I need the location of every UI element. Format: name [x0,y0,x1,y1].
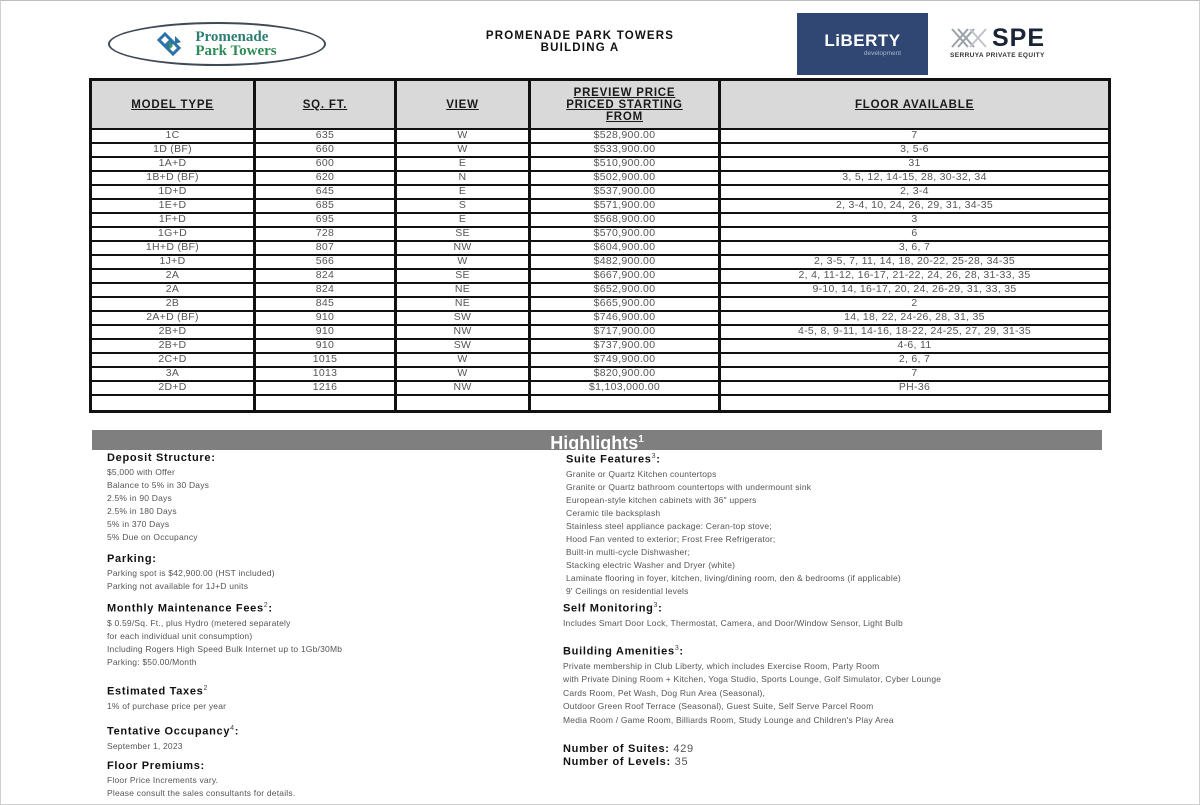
cell-model: 1F+D [91,213,255,227]
header-sq-ft: SQ. FT. [255,80,396,130]
cell-sqft: 660 [255,143,396,157]
table-row [91,339,1110,353]
occupancy-heading-text: Tentative Occupancy [107,725,231,738]
cell-model: 1D+D [91,185,255,199]
header-view: VIEW [396,80,530,130]
cell-sqft: 566 [255,255,396,269]
cell-model: 2A [91,283,255,297]
liberty-logo-text: LiBERTY [824,31,901,50]
header-price [530,80,720,130]
cell-floors: 7 [720,129,1110,143]
pricing-table [89,78,1111,413]
suite-features-heading-text: Suite Features [566,453,652,466]
parking-lines [107,567,275,593]
building-amenities-section [563,641,941,727]
cell-view: W [396,129,530,143]
number-of-suites [563,743,694,756]
cell-view: NE [396,297,530,311]
cell-model: 1B+D (BF) [91,171,255,185]
amenities-heading: Building Amenities$^3$: [563,645,684,658]
table-row [91,171,1110,185]
cell-price: $820,900.00 [530,367,720,381]
amenities-heading-text: Building Amenities [563,645,675,658]
table-row [91,241,1110,255]
cell-empty [530,395,720,412]
cell-sqft: 824 [255,269,396,283]
table-row-empty [91,395,1110,412]
cell-floors: 2, 3-4 [720,185,1110,199]
taxes-lines [107,700,226,713]
cell-price: $537,900.00 [530,185,720,199]
cell-sqft: 620 [255,171,396,185]
table-body [91,129,1110,412]
cell-floors: 7 [720,367,1110,381]
cell-view: W [396,255,530,269]
diamond-logo-icon [157,32,187,56]
maintenance-heading: Monthly Maintenance Fees$^2$: [107,602,273,615]
cell-floors: 3, 5-6 [720,143,1110,157]
cell-price: $510,900.00 [530,157,720,171]
list-line: Parking: $50.00/Month [107,656,197,667]
table-row [91,297,1110,311]
list-line: 1% of purchase price per year [107,700,227,711]
spe-logo [950,26,1090,66]
cell-floors: 2, 3-5, 7, 11, 14, 18, 20-22, 25-28, 34-35 [720,255,1110,269]
cell-floors: 6 [720,227,1110,241]
self-monitoring-heading: Self Monitoring$^3$: [563,602,663,615]
table-row [91,143,1110,157]
parking-heading: Parking: [107,553,157,565]
taxes-heading-text: Estimated Taxes [107,685,204,698]
maintenance-fees-section [107,598,342,669]
cell-model: 2D+D [91,381,255,395]
list-line: Floor Price Increments vary. [107,775,219,785]
cell-sqft: 845 [255,297,396,311]
cell-price: $482,900.00 [530,255,720,269]
cell-view: W [396,143,530,157]
liberty-logo-sub: development [863,50,902,57]
list-line: with Private Dining Room + Kitchen, Yoga Studio, Sports Lounge, Golf Simulator, Cyber Lounge [563,674,942,685]
title-line-1: PROMENADE PARK TOWERS [485,30,675,42]
cell-floors: 31 [720,157,1110,171]
levels-value: 35 [674,756,689,768]
cell-model: 1C [91,129,255,143]
cell-price: $749,900.00 [530,353,720,367]
logo-line-1: Promenade [195,29,269,45]
table-row [91,283,1110,297]
cell-model: 2B+D [91,339,255,353]
self-monitoring-section [563,598,903,630]
table-row [91,129,1110,143]
cell-price: $528,900.00 [530,129,720,143]
cell-price: $568,900.00 [530,213,720,227]
cell-view: W [396,367,530,381]
cell-model: 2B [91,297,255,311]
list-line: Cards Room, Pet Wash, Dog Run Area (Seasonal), [563,687,766,698]
cell-sqft: 1013 [255,367,396,381]
taxes-heading [107,681,226,700]
cell-empty [255,395,396,412]
cell-floors: 3, 5, 12, 14-15, 28, 30-32, 34 [720,171,1110,185]
list-line: Built-in multi-cycle Dishwasher; [566,546,691,557]
cell-sqft: 635 [255,129,396,143]
header-price-line-1: PREVIEW PRICE [573,86,676,99]
list-line: Granite or Quartz bathroom countertops with undermount sink [566,481,812,492]
page-title [430,30,730,54]
cell-floors: 3 [720,213,1110,227]
cell-view: SW [396,311,530,325]
list-line: 2.5% in 180 Days [107,506,177,516]
cell-floors: PH-36 [720,381,1110,395]
cell-price: $571,900.00 [530,199,720,213]
suite-features-footnote: 3 [651,453,657,460]
cell-sqft: 1216 [255,381,396,395]
maintenance-heading-text: Monthly Maintenance Fees [107,602,264,615]
cell-view: S [396,199,530,213]
cell-price: $665,900.00 [530,297,720,311]
list-line: Stainless steel appliance package: Ceran-top stove; [566,520,772,531]
occupancy-heading: Tentative Occupancy$^4$: [107,725,240,738]
building-totals [563,743,694,769]
logo-line-2: Park Towers [195,43,277,59]
list-line: Laminate flooring in foyer, kitchen, living/dining room, den & bedrooms (if applicable) [566,572,901,583]
list-line: Parking not available for 1J+D units [107,581,249,591]
highlights-banner [92,430,1102,453]
list-line: Parking spot is $42,900.00 (HST included) [107,568,275,578]
table-row [91,353,1110,367]
header-floor-available: FLOOR AVAILABLE [720,80,1110,130]
maintenance-footnote: 2 [263,602,269,609]
cell-price: $717,900.00 [530,325,720,339]
header-model-type: MODEL TYPE [91,80,255,130]
list-line: 2.5% in 90 Days [107,493,172,503]
list-line: Includes Smart Door Lock, Thermostat, Camera, and Door/Window Sensor, Light Bulb [563,617,903,628]
list-line: Outdoor Green Roof Terrace (Seasonal), Guest Suite, Self Serve Parcel Room [563,701,874,712]
self-monitoring-lines [563,617,903,630]
cell-model: 1J+D [91,255,255,269]
cell-sqft: 1015 [255,353,396,367]
deposit-structure-section [107,451,216,544]
spe-logo-text: SPE [992,24,1046,52]
cell-model: 1E+D [91,199,255,213]
cell-sqft: 695 [255,213,396,227]
table-row [91,157,1110,171]
list-line: $ 0.59/Sq. Ft., plus Hydro (metered separately [107,617,291,628]
list-line: Granite or Quartz Kitchen countertops [566,468,717,479]
cell-view: NE [396,283,530,297]
cell-view: E [396,185,530,199]
list-line: 9' Ceilings on residential levels [566,585,689,596]
cell-price: $667,900.00 [530,269,720,283]
cell-sqft: 645 [255,185,396,199]
list-line: 5% in 370 Days [107,519,170,529]
cell-floors: 2, 3-4, 10, 24, 26, 29, 31, 34-35 [720,199,1110,213]
cell-view: NW [396,241,530,255]
cell-price: $533,900.00 [530,143,720,157]
table-row [91,381,1110,395]
cell-sqft: 910 [255,339,396,353]
header-price-line-3: FROM [605,110,644,123]
deposit-lines [107,466,216,544]
highlights-footnote: 1 [638,434,644,445]
list-line: Hood Fan vented to exterior; Frost Free Refrigerator; [566,533,776,544]
cell-view: E [396,157,530,171]
tentative-occupancy-section [107,721,239,753]
cell-model: 1D (BF) [91,143,255,157]
maintenance-lines [107,617,342,669]
cell-model: 2A [91,269,255,283]
cell-view: SW [396,339,530,353]
cell-empty [396,395,530,412]
title-line-2: BUILDING A [540,42,620,54]
list-line: Media Room / Game Room, Billiards Room, Study Lounge and Children's Play Area [563,714,894,725]
table-row [91,367,1110,381]
table-row [91,325,1110,339]
cell-sqft: 824 [255,283,396,297]
cell-price: $1,103,000.00 [530,381,720,395]
cell-sqft: 807 [255,241,396,255]
cell-floors: 14, 18, 22, 24-26, 28, 31, 35 [720,311,1110,325]
spe-logo-sub: SERRUYA PRIVATE EQUITY [950,52,1045,59]
levels-label: Number of Levels: [563,756,671,768]
table-row [91,255,1110,269]
list-line: September 1, 2023 [107,740,183,751]
cell-price: $604,900.00 [530,241,720,255]
cell-empty [720,395,1110,412]
amenities-lines [563,660,941,728]
suite-features-section [566,449,901,598]
header-price-line-2: PRICED STARTING [566,98,683,111]
list-line: 5% Due on Occupancy [107,532,198,542]
cell-model: 2B+D [91,325,255,339]
table-row [91,185,1110,199]
highlights-title: Highlights [550,433,639,453]
cell-floors: 4-6, 11 [720,339,1110,353]
cell-sqft: 910 [255,311,396,325]
cell-floors: 4-5, 8, 9-11, 14-16, 18-22, 24-25, 27, 29, 31-35 [720,325,1110,339]
cell-view: E [396,213,530,227]
list-line: European-style kitchen cabinets with 36" uppers [566,494,757,505]
table-row [91,269,1110,283]
cell-view: N [396,171,530,185]
list-line: Private membership in Club Liberty, which includes Exercise Room, Party Room [563,660,880,671]
cell-view: W [396,353,530,367]
cell-floors: 9-10, 14, 16-17, 20, 24, 26-29, 31, 33, 35 [720,283,1110,297]
list-line: for each individual unit consumption) [107,630,253,641]
cell-price: $737,900.00 [530,339,720,353]
list-line: Stacking electric Washer and Dryer (white) [566,559,736,570]
liberty-development-logo [797,13,928,75]
table-row [91,227,1110,241]
cell-sqft: 910 [255,325,396,339]
cell-floors: 2, 4, 11-12, 16-17, 21-22, 24, 26, 28, 31-33, 35 [720,269,1110,283]
cell-view: SE [396,227,530,241]
list-line: Including Rogers High Speed Bulk Internet up to 1Gb/30Mb [107,643,343,654]
deposit-heading: Deposit Structure: [107,452,216,464]
floor-premiums-section [107,759,295,800]
promenade-park-towers-logo [108,22,326,66]
parking-section [107,552,275,593]
taxes-footnote: 2 [203,685,209,692]
self-monitoring-footnote: 3 [653,602,659,609]
cell-view: NW [396,381,530,395]
number-of-levels [563,756,694,769]
cell-floors: 2 [720,297,1110,311]
logo-text [195,30,276,58]
cell-price: $746,900.00 [530,311,720,325]
suites-label: Number of Suites: [563,743,670,755]
suite-features-lines [566,468,901,598]
cell-price: $652,900.00 [530,283,720,297]
cell-model: 1H+D (BF) [91,241,255,255]
list-line: Ceramic tile backsplash [566,507,661,518]
cell-price: $502,900.00 [530,171,720,185]
cell-model: 2C+D [91,353,255,367]
table-row [91,199,1110,213]
occupancy-footnote: 4 [230,725,235,732]
floor-premiums-lines [107,774,295,800]
cell-view: SE [396,269,530,283]
amenities-footnote: 3 [674,645,680,652]
suites-value: 429 [673,743,694,755]
list-line: $5,000 with Offer [107,467,175,477]
cell-floors: 3, 6, 7 [720,241,1110,255]
cell-sqft: 728 [255,227,396,241]
table-row [91,311,1110,325]
cell-empty [91,395,255,412]
cell-price: $570,900.00 [530,227,720,241]
cell-model: 1G+D [91,227,255,241]
cell-floors: 2, 6, 7 [720,353,1110,367]
cell-model: 1A+D [91,157,255,171]
list-line: Balance to 5% in 30 Days [107,480,210,490]
spe-x-mark-icon [950,27,988,49]
cell-model: 3A [91,367,255,381]
table-row [91,213,1110,227]
cell-sqft: 600 [255,157,396,171]
table-header-row [91,80,1110,130]
suite-features-heading: Suite Features$^3$: [566,453,661,466]
list-line: Please consult the sales consultants for details. [107,788,296,798]
self-monitoring-heading-text: Self Monitoring [563,602,654,615]
floor-premiums-heading: Floor Premiums: [107,760,205,772]
estimated-taxes-section [107,681,226,713]
cell-sqft: 685 [255,199,396,213]
cell-view: NW [396,325,530,339]
occupancy-lines [107,740,239,753]
cell-model: 2A+D (BF) [91,311,255,325]
